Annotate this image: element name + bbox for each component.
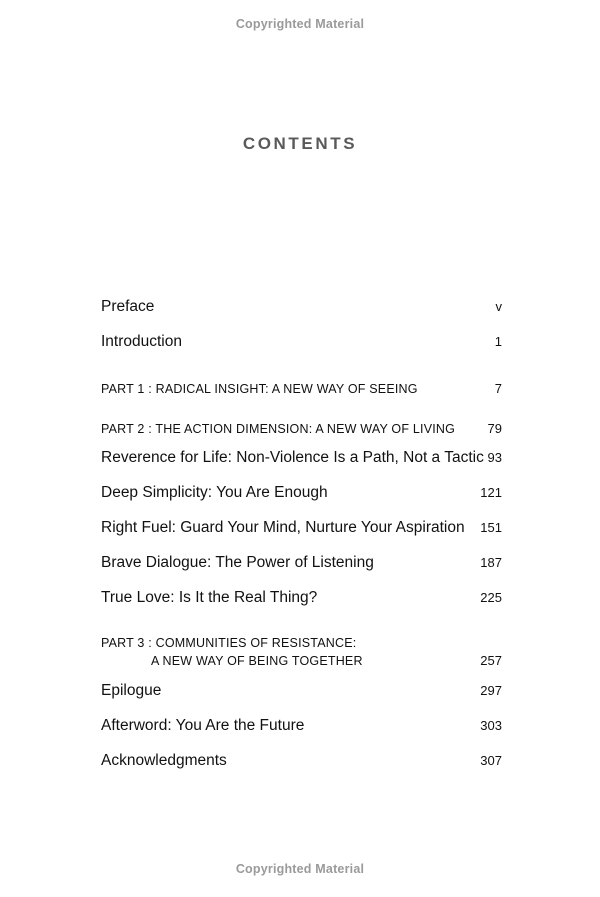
toc-entry	[101, 519, 502, 537]
toc-entry	[101, 682, 502, 700]
toc-entry-page: 225	[480, 590, 502, 605]
toc-entry-title: Preface	[101, 298, 155, 315]
toc-entry-title: True Love: Is It the Real Thing?	[101, 589, 318, 606]
copyright-watermark-bottom: Copyrighted Material	[235, 862, 365, 876]
toc-entry-page: 79	[487, 421, 502, 436]
toc-entry	[101, 333, 502, 351]
toc-entry-page: 187	[480, 555, 502, 570]
toc-entry-title: Reverence for Life: Non-Violence Is a Path, Not a Tactic	[101, 449, 484, 466]
toc-entry	[101, 298, 502, 316]
toc-entry-title: Introduction	[101, 333, 182, 350]
toc-part-title: PART 3 : COMMUNITIES OF RESISTANCE:	[101, 636, 357, 650]
toc-part-heading	[101, 636, 502, 668]
toc-entry-page: 7	[494, 381, 502, 396]
page-title: CONTENTS	[242, 134, 358, 153]
toc-part-subtitle: A NEW WAY OF BEING TOGETHER	[151, 654, 363, 668]
toc-part-heading	[101, 421, 502, 436]
toc-entry-page: 297	[480, 683, 502, 698]
toc-entry-page: 1	[494, 334, 502, 349]
toc-entry	[101, 589, 502, 607]
toc-entry	[101, 554, 502, 572]
toc-entry-page: 93	[487, 450, 502, 465]
toc-entry-title: Deep Simplicity: You Are Enough	[101, 484, 328, 501]
toc-entry	[101, 484, 502, 502]
toc-entry-page: 257	[480, 653, 502, 668]
toc-entry-page: 151	[480, 520, 502, 535]
toc-entry	[101, 449, 502, 467]
toc-entry-page: v	[495, 299, 502, 314]
toc-part-title: PART 1 : RADICAL INSIGHT: A NEW WAY OF SEEING	[101, 382, 418, 396]
copyright-watermark-top: Copyrighted Material	[235, 17, 365, 31]
toc-part-heading	[101, 381, 502, 396]
toc-entry	[101, 717, 502, 735]
toc-entry-title: Right Fuel: Guard Your Mind, Nurture Your Aspiration	[101, 519, 465, 536]
toc-entry-page: 121	[480, 485, 502, 500]
toc-entry-title: Brave Dialogue: The Power of Listening	[101, 554, 374, 571]
toc-entry	[101, 752, 502, 770]
toc-entry-title: Epilogue	[101, 682, 162, 699]
toc-entry-page: 303	[480, 718, 502, 733]
toc-entry-title: Afterword: You Are the Future	[101, 717, 305, 734]
toc-entry-title: Acknowledgments	[101, 752, 227, 769]
toc-part-title: PART 2 : THE ACTION DIMENSION: A NEW WAY OF LIVING	[101, 422, 456, 436]
toc-entry-page: 307	[480, 753, 502, 768]
